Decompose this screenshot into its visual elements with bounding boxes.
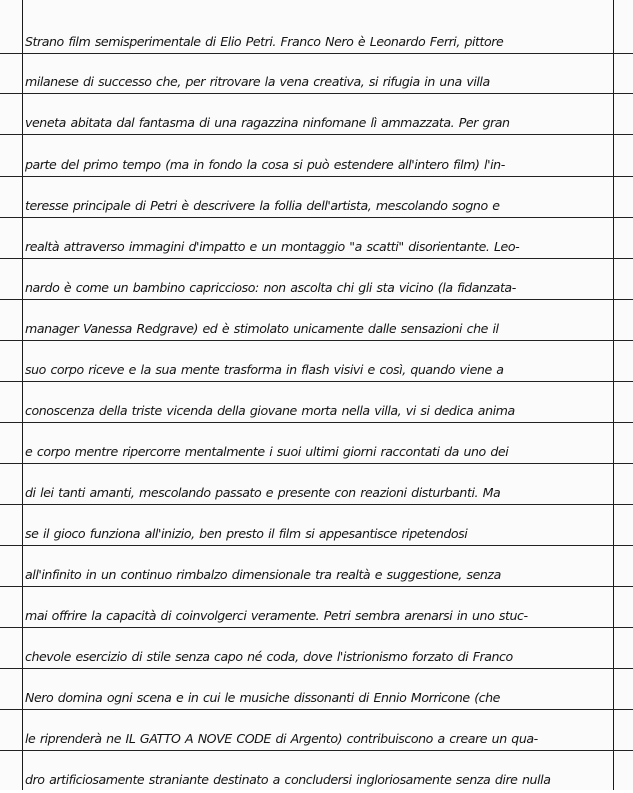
text-line: Strano film semisperimentale di Elio Petri. Franco Nero è Leonardo Ferri, pittore bbox=[25, 34, 504, 49]
text-line: le riprenderà ne IL GATTO A NOVE CODE di Argento) contribuiscono a creare un qua- bbox=[25, 731, 538, 746]
text-line: conoscenza della triste vicenda della giovane morta nella villa, vi si dedica anima bbox=[25, 403, 515, 418]
text-line: chevole esercizio di stile senza capo né coda, dove l'istrionismo forzato di Franco bbox=[25, 649, 513, 664]
text-line: suo corpo riceve e la sua mente trasforma in flash visivi e così, quando viene a bbox=[25, 362, 504, 377]
text-line: manager Vanessa Redgrave) ed è stimolato unicamente dalle sensazioni che il bbox=[25, 321, 499, 336]
text-line: dro artificiosamente straniante destinato a concludersi ingloriosamente senza dire nulla bbox=[25, 772, 551, 787]
text-line: se il gioco funziona all'inizio, ben presto il film si appesantisce ripetendosi bbox=[25, 526, 468, 541]
right-margin-line bbox=[613, 0, 614, 790]
text-line: veneta abitata dal fantasma di una ragazzina ninfomane lì ammazzata. Per gran bbox=[25, 115, 510, 130]
text-line: di lei tanti amanti, mescolando passato e presente con reazioni disturbanti. Ma bbox=[25, 485, 501, 500]
text-line: mai offrire la capacità di coinvolgerci veramente. Petri sembra arenarsi in uno stuc- bbox=[25, 608, 528, 623]
text-line: teresse principale di Petri è descrivere la follia dell'artista, mescolando sogno e bbox=[25, 198, 500, 213]
left-margin-line bbox=[22, 0, 23, 790]
text-line: milanese di successo che, per ritrovare la vena creativa, si rifugia in una villa bbox=[25, 74, 490, 89]
text-line: Nero domina ogni scena e in cui le musiche dissonanti di Ennio Morricone (che bbox=[25, 690, 500, 705]
text-line: nardo è come un bambino capriccioso: non ascolta chi gli sta vicino (la fidanzata- bbox=[25, 280, 516, 295]
text-line: parte del primo tempo (ma in fondo la cosa si può estendere all'intero film) l'in- bbox=[25, 157, 505, 172]
text-line: all'infinito in un continuo rimbalzo dimensionale tra realtà e suggestione, senza bbox=[25, 567, 501, 582]
text-line: realtà attraverso immagini d'impatto e un montaggio "a scatti" disorientante. Leo- bbox=[25, 239, 520, 254]
text-line: e corpo mentre ripercorre mentalmente i suoi ultimi giorni raccontati da uno dei bbox=[25, 444, 509, 459]
